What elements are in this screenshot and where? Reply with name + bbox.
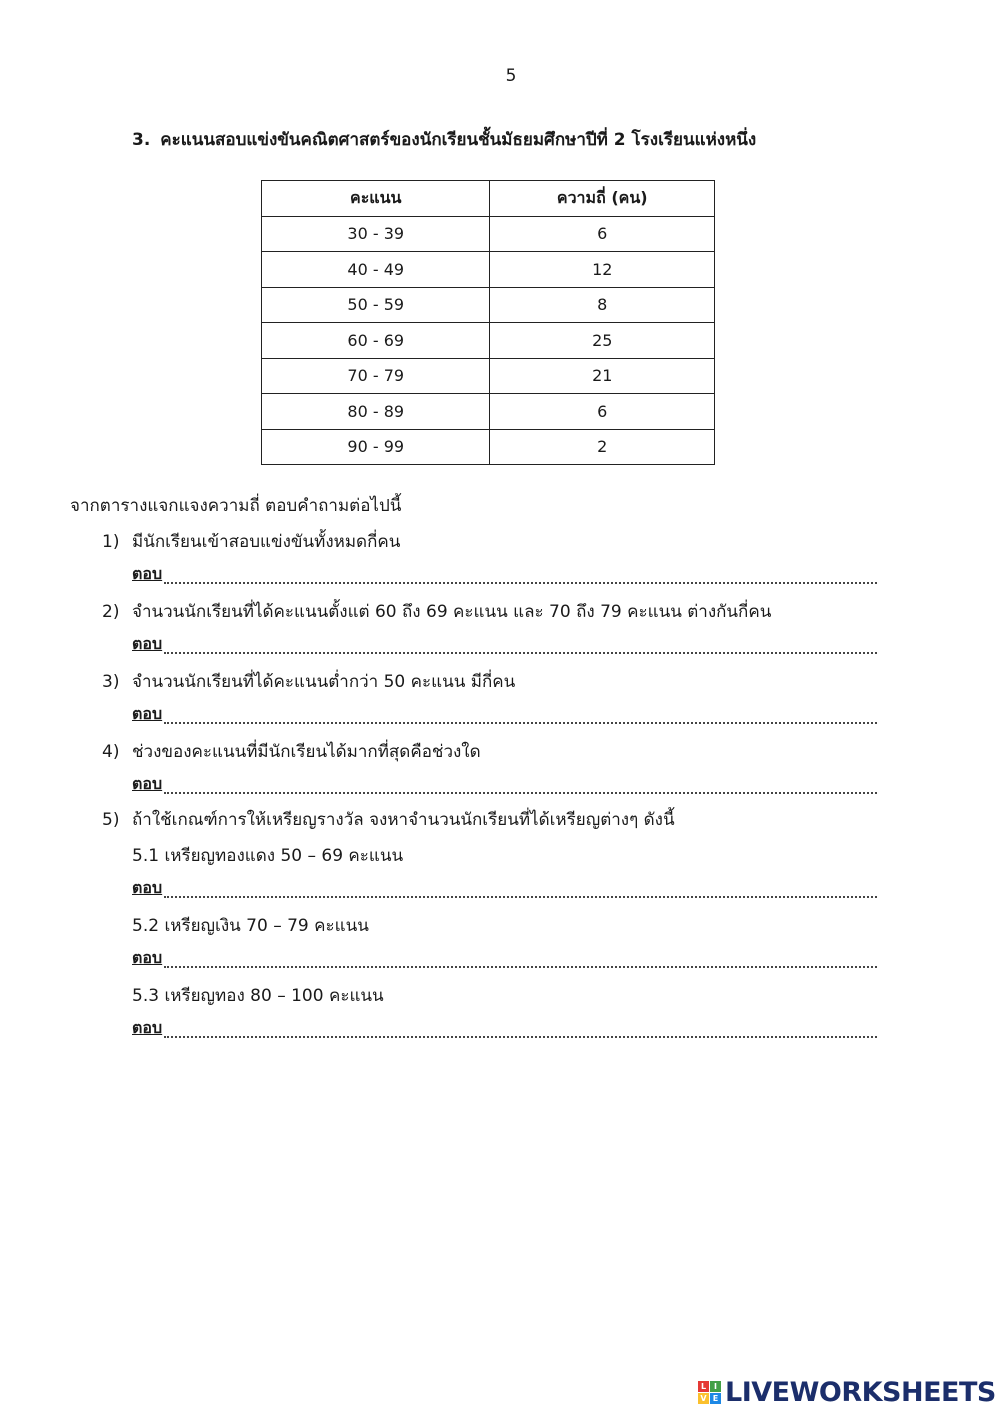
section-number: 3. [132,130,151,150]
question-text: ช่วงของคะแนนที่มีนักเรียนได้มากที่สุดคือช่วงใด [132,742,481,762]
table-row [262,358,715,394]
frequency-table [261,180,715,465]
question-2 [102,598,771,625]
page-number: 5 [505,66,517,86]
answer-blank[interactable] [164,882,877,898]
header-frequency: ความถี่ (คน) [490,181,715,217]
sub-question-5-1: 5.1 เหรียญทองแดง 50 – 69 คะแนน [132,846,404,866]
liveworksheets-logo [698,1377,996,1408]
question-text: จำนวนนักเรียนที่ได้คะแนนต่ำกว่า 50 คะแนน มีกี่คน [132,672,516,692]
answer-line-5-1[interactable] [132,876,877,901]
table-row [262,323,715,359]
answer-blank[interactable] [164,638,877,654]
answer-label: ตอบ [132,878,163,897]
frequency-cell: 25 [490,323,715,359]
question-number: 5) [102,810,120,830]
table-row [262,287,715,323]
logo-letter: I [710,1381,721,1392]
question-text: มีนักเรียนเข้าสอบแข่งขันทั้งหมดกี่คน [132,532,401,552]
answer-blank[interactable] [164,1022,877,1038]
frequency-cell: 21 [490,358,715,394]
answer-line-3[interactable] [132,702,877,727]
logo-letter: E [710,1393,721,1404]
question-3 [102,668,515,695]
question-number: 3) [102,672,120,692]
answer-line-5-2[interactable] [132,946,877,971]
question-4 [102,738,481,765]
score-range-cell: 40 - 49 [262,252,490,288]
frequency-cell: 8 [490,287,715,323]
score-range-cell: 90 - 99 [262,429,490,465]
score-range-cell: 70 - 79 [262,358,490,394]
answer-label: ตอบ [132,564,163,583]
score-range-cell: 60 - 69 [262,323,490,359]
answer-label: ตอบ [132,704,163,723]
section-title: คะแนนสอบแข่งขันคณิตศาสตร์ของนักเรียนชั้นมัธยมศึกษาปีที่ 2 โรงเรียนแห่งหนึ่ง [160,130,757,150]
logo-letter: V [698,1393,709,1404]
logo-mark-icon [698,1381,721,1404]
logo-text: LIVEWORKSHEETS [725,1377,996,1408]
score-range-cell: 50 - 59 [262,287,490,323]
sub-question-5-3: 5.3 เหรียญทอง 80 – 100 คะแนน [132,986,384,1006]
question-number: 1) [102,532,120,552]
answer-blank[interactable] [164,952,877,968]
section-heading [132,126,756,153]
table-header-row [262,181,715,217]
answer-line-4[interactable] [132,772,877,797]
question-text: จำนวนนักเรียนที่ได้คะแนนตั้งแต่ 60 ถึง 69 คะแนน และ 70 ถึง 79 คะแนน ต่างกันกี่คน [132,602,772,622]
question-text: ถ้าใช้เกณฑ์การให้เหรียญรางวัล จงหาจำนวนนักเรียนที่ได้เหรียญต่างๆ ดังนี้ [132,810,675,830]
frequency-cell: 12 [490,252,715,288]
question-number: 4) [102,742,120,762]
question-5 [102,806,675,833]
answer-line-5-3[interactable] [132,1016,877,1041]
answer-blank[interactable] [164,778,877,794]
sub-question-5-2: 5.2 เหรียญเงิน 70 – 79 คะแนน [132,916,369,936]
answer-blank[interactable] [164,708,877,724]
answer-label: ตอบ [132,1018,163,1037]
answer-label: ตอบ [132,948,163,967]
answer-label: ตอบ [132,634,163,653]
instructions: จากตารางแจกแจงความถี่ ตอบคำถามต่อไปนี้ [70,496,402,516]
score-range-cell: 30 - 39 [262,216,490,252]
table-row [262,216,715,252]
table-row [262,429,715,465]
question-number: 2) [102,602,120,622]
frequency-cell: 6 [490,394,715,430]
question-1 [102,528,400,555]
answer-line-1[interactable] [132,562,877,587]
answer-label: ตอบ [132,774,163,793]
table-row [262,252,715,288]
answer-blank[interactable] [164,568,877,584]
answer-line-2[interactable] [132,632,877,657]
table-row [262,394,715,430]
score-range-cell: 80 - 89 [262,394,490,430]
frequency-cell: 6 [490,216,715,252]
frequency-cell: 2 [490,429,715,465]
header-score: คะแนน [262,181,490,217]
logo-letter: L [698,1381,709,1392]
